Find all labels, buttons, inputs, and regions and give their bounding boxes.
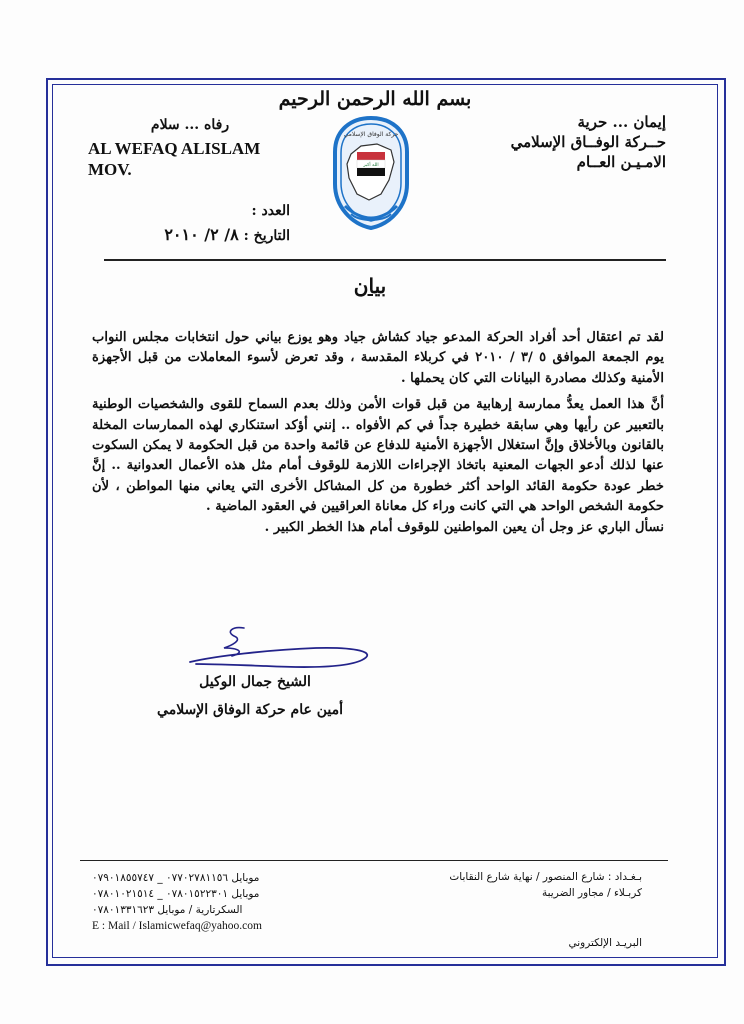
paragraph-1: لقد تم اعتقال أحد أفراد الحركة المدعو جياد كشاش جياد وهو يوزع بياني حول انتخابات مجلس النواب يوم الجمعة الموافق ٥ /٣ / ٢٠١٠ في كربلاء المقدسة ، وقد تعرض لأسوء المعاملات من قبل الأجهزة الأمنية وكذلك مصادرة البيانات التي كان يحملها . (92, 330, 664, 386)
statement-body (92, 328, 664, 538)
footer-addresses (392, 869, 642, 951)
contact-line-3: السكرتارية / موبايل ٠٧٨٠١٣٣١٦٢٣ (92, 904, 243, 916)
org-header-arabic (466, 112, 666, 172)
reference-number: العدد : (251, 203, 290, 219)
org-slogan: إيمان ... حرية (577, 113, 666, 131)
signatory-title: أمين عام حركة الوفاق الإسلامي (157, 702, 343, 718)
flag-red-band (357, 152, 385, 160)
basmala: بسم الله الرحمن الرحيم (278, 88, 472, 110)
org-position: الامـيـن العــام (576, 153, 666, 171)
contact-line-2: موبايل ٠٧٨٠١٥٢٢٣٠١ _ ٠٧٨٠١٠٢١٥١٤ (92, 888, 260, 900)
footer-contacts (92, 870, 392, 934)
org-name-english-line2: MOV. (88, 160, 132, 179)
statement-title: بيان (353, 274, 387, 298)
signatory-name: الشيخ جمال الوكيل (199, 674, 311, 690)
handwritten-signature (186, 622, 376, 670)
movement-logo (331, 114, 411, 232)
contact-line-1: موبايل ٠٧٧٠٢٧٨١١٥٦ _ ٠٧٩٠١٨٥٥٧٤٧ (92, 872, 260, 884)
org-name-english-line1: AL WEFAQ ALISLAM (88, 139, 261, 158)
flag-text: الله أكبر (363, 163, 379, 168)
email-address: E : Mail / Islamicwefaq@yahoo.com (92, 920, 262, 932)
date-label: التاريخ : (243, 228, 290, 244)
address-karbala: كربـلاء / مجاور الضريبة (541, 887, 642, 899)
email-label: البريـد الإلكتروني (568, 937, 642, 949)
logo-text: حركة الوفاق الإسلامي (343, 131, 399, 138)
slogan-left: رفاه ... سلام (150, 117, 230, 133)
address-baghdad: بـغـداد : شارع المنصور / نهاية شارع النقابات (449, 871, 642, 883)
org-name-english (88, 138, 318, 180)
header-divider (104, 259, 666, 261)
footer-divider (80, 860, 668, 861)
paragraph-3: نسأل الباري عز وجل أن يعين المواطنين للوقوف أمام هذا الخطر الكبير . (264, 519, 664, 535)
org-name: حــركة الوفــاق الإسلامي (510, 133, 666, 151)
paragraph-2: أنَّ هذا العمل يعدُّ ممارسة إرهابية من قبل قوات الأمن وذلك بعدم السماح للقوى والشخصيات الوطنية بالتعبير عن رأيها وهي سابقة خطيرة جداً في كم الأفواه .. إنني أؤكد استنكاري لهذه الممارسات المخلة بالقانون وبالأخلاق وإنَّ استغلال الأجهزة الأمنية للدفاع عن قائمة واحدة من قبل الحكومة لا يمكن السكوت عنها لذلك أدعو الجهات المعنية باتخاذ الإجراءات اللازمة للوقوف أمام مثل هذه الأعمال العدوانية .. إنَّ خطر عودة حكومة القائد الواحد أكثر خطورة من كل المشاكل الأخرى التي يعاني منها المواطن ، لأن حكومة الشخص الواحد هي التي كانت وراء كل معاناة العراقيين في العقود الماضية . (92, 397, 664, 515)
document-date (120, 225, 290, 244)
flag-black-band (357, 168, 385, 176)
date-value: ٨/ ٢/ ٢٠١٠ (164, 225, 239, 244)
